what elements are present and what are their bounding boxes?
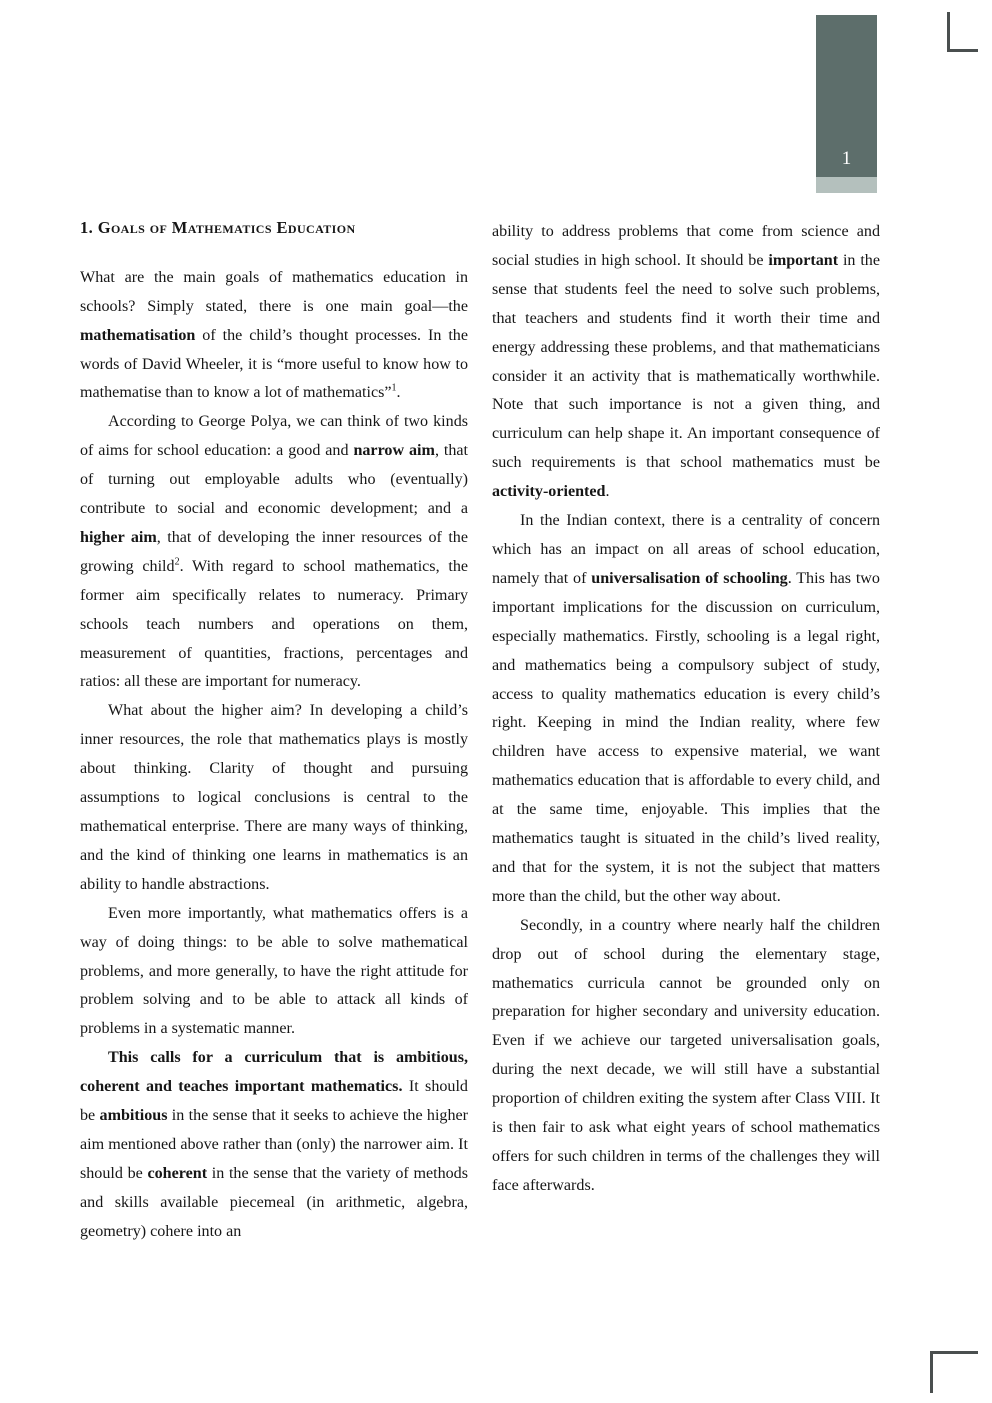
text-run: of the child’s thought processes. In the words of David Wheeler, it is “more useful to know how to mathematise than to know a lot of mathematics” bbox=[80, 326, 468, 402]
text-run: . This has two important implications for the discussion on curriculum, especially mathematics. Firstly, schooling is a legal right, and mathematics being a compulsory subject of study, access to quality mathematics education is every child’s right. Keeping in mind the Indian reality, where few children have access to expensive material, we want mathematics education that is affordable to every child, and at the same time, enjoyable. This implies that the mathematics taught is situated in the child’s lived reality, and that for the system, it is not the subject that matters more than the child, but the other way about. bbox=[492, 569, 880, 905]
paragraph-curriculum-call bbox=[80, 1044, 468, 1246]
text-run: It should be bbox=[80, 1078, 468, 1125]
chapter-tab-body bbox=[816, 15, 877, 177]
emphasis-mathematisation: mathematisation bbox=[80, 326, 196, 344]
emphasis-narrow-aim: narrow aim bbox=[353, 442, 435, 460]
text-run: ability to address problems that come from science and social studies in high school. It should be bbox=[492, 223, 880, 269]
footnote-marker-2: 2 bbox=[174, 556, 180, 568]
crop-mark-vertical-rule bbox=[947, 12, 950, 52]
paragraph-goals-intro bbox=[80, 264, 468, 409]
text-run: , that of developing the inner resources of the growing child bbox=[80, 528, 468, 575]
emphasis-universalisation-of-schooling: universalisation of schooling bbox=[591, 569, 788, 587]
emphasis-ambitious: ambitious bbox=[99, 1107, 168, 1125]
text-run: in the sense that the variety of methods and skills available piecemeal (in arithmetic, algebra, geometry) cohere into an bbox=[80, 1164, 468, 1240]
chapter-tab-footer-band bbox=[816, 177, 877, 193]
crop-mark-top-right bbox=[948, 12, 978, 52]
paragraph-secondly-dropouts: Secondly, in a country where nearly half the children drop out of school during the elementary stage, mathematics curricula cannot be grounded only on preparation for higher secondary and university education. Even if we achieve our targeted universalisation goals, during the next decade, we will still have a substantial proportion of children exiting the system after Class VIII. It is then fair to ask what eight years of school mathematics offers for such children in terms of the challenges they will face afterwards. bbox=[492, 916, 880, 1194]
section-heading-number: 1. bbox=[80, 218, 94, 237]
text-run: What are the main goals of mathematics education in schools? Simply stated, there is one main goal—the bbox=[80, 268, 468, 315]
paragraph-important-continued bbox=[492, 218, 880, 507]
emphasis-coherent: coherent bbox=[147, 1164, 208, 1182]
crop-mark-vertical-rule bbox=[930, 1351, 933, 1393]
section-heading bbox=[80, 218, 468, 238]
section-heading-title: Goals of Mathematics Education bbox=[97, 218, 356, 237]
crop-mark-bottom-right bbox=[930, 1351, 978, 1393]
emphasis-important: important bbox=[768, 251, 839, 269]
text-run: . bbox=[396, 384, 401, 402]
paragraph-indian-context bbox=[492, 507, 880, 912]
text-column-left bbox=[80, 218, 468, 1247]
text-run: , that of turning out employable adults who (eventually) contribute to social and economic development; and a bbox=[80, 442, 468, 518]
emphasis-activity-oriented: activity-oriented bbox=[492, 483, 606, 501]
paragraph-way-of-doing-things: Even more importantly, what mathematics offers is a way of doing things: to be able to solve mathematical problems, and more generally, to have the right attitude for problem solving and to be able to attack all kinds of problems in a systematic manner. bbox=[80, 904, 468, 1038]
emphasis-curriculum-call: This calls for a curriculum that is ambitious, coherent and teaches important mathematics. bbox=[80, 1049, 468, 1096]
crop-mark-horizontal-rule bbox=[930, 1351, 978, 1354]
text-run: . With regard to school mathematics, the former aim specifically relates to numeracy. Primary schools teach numbers and operations on them, measurement of quantities, fractions, percentages and ratios: all these are important for numeracy. bbox=[80, 557, 469, 691]
text-column-right bbox=[492, 218, 880, 1201]
crop-mark-horizontal-rule bbox=[947, 49, 978, 52]
page-number: 1 bbox=[841, 148, 852, 169]
paragraph-polya-aims bbox=[80, 408, 468, 697]
text-run: In the Indian context, there is a centrality of concern which has an impact on all areas of school education, namely that of bbox=[492, 512, 880, 587]
chapter-tab bbox=[816, 15, 877, 177]
emphasis-higher-aim: higher aim bbox=[80, 528, 157, 546]
text-run: According to George Polya, we can think of two kinds of aims for school education: a good and bbox=[80, 413, 468, 460]
footnote-marker-1: 1 bbox=[391, 383, 397, 395]
paragraph-higher-aim-thinking: What about the higher aim? In developing a child’s inner resources, the role that mathematics plays is mostly about thinking. Clarity of thought and pursuing assumptions to logical conclusions is central to the mathematical enterprise. There are many ways of thinking, and the kind of thinking one learns in mathematics is an ability to handle abstractions. bbox=[80, 702, 468, 893]
text-run: in the sense that students feel the need to solve such problems, that teachers and students find it worth their time and energy addressing these problems, and that mathematicians consider it an activity that is mathematically worthwhile. Note that such importance is not a given thing, and curriculum can help shape it. An important consequence of such requirements is that school mathematics must be bbox=[492, 251, 881, 472]
text-run: in the sense that it seeks to achieve the higher aim mentioned above rather than (only) the narrower aim. It should be bbox=[80, 1107, 469, 1182]
text-run: . bbox=[605, 483, 610, 501]
